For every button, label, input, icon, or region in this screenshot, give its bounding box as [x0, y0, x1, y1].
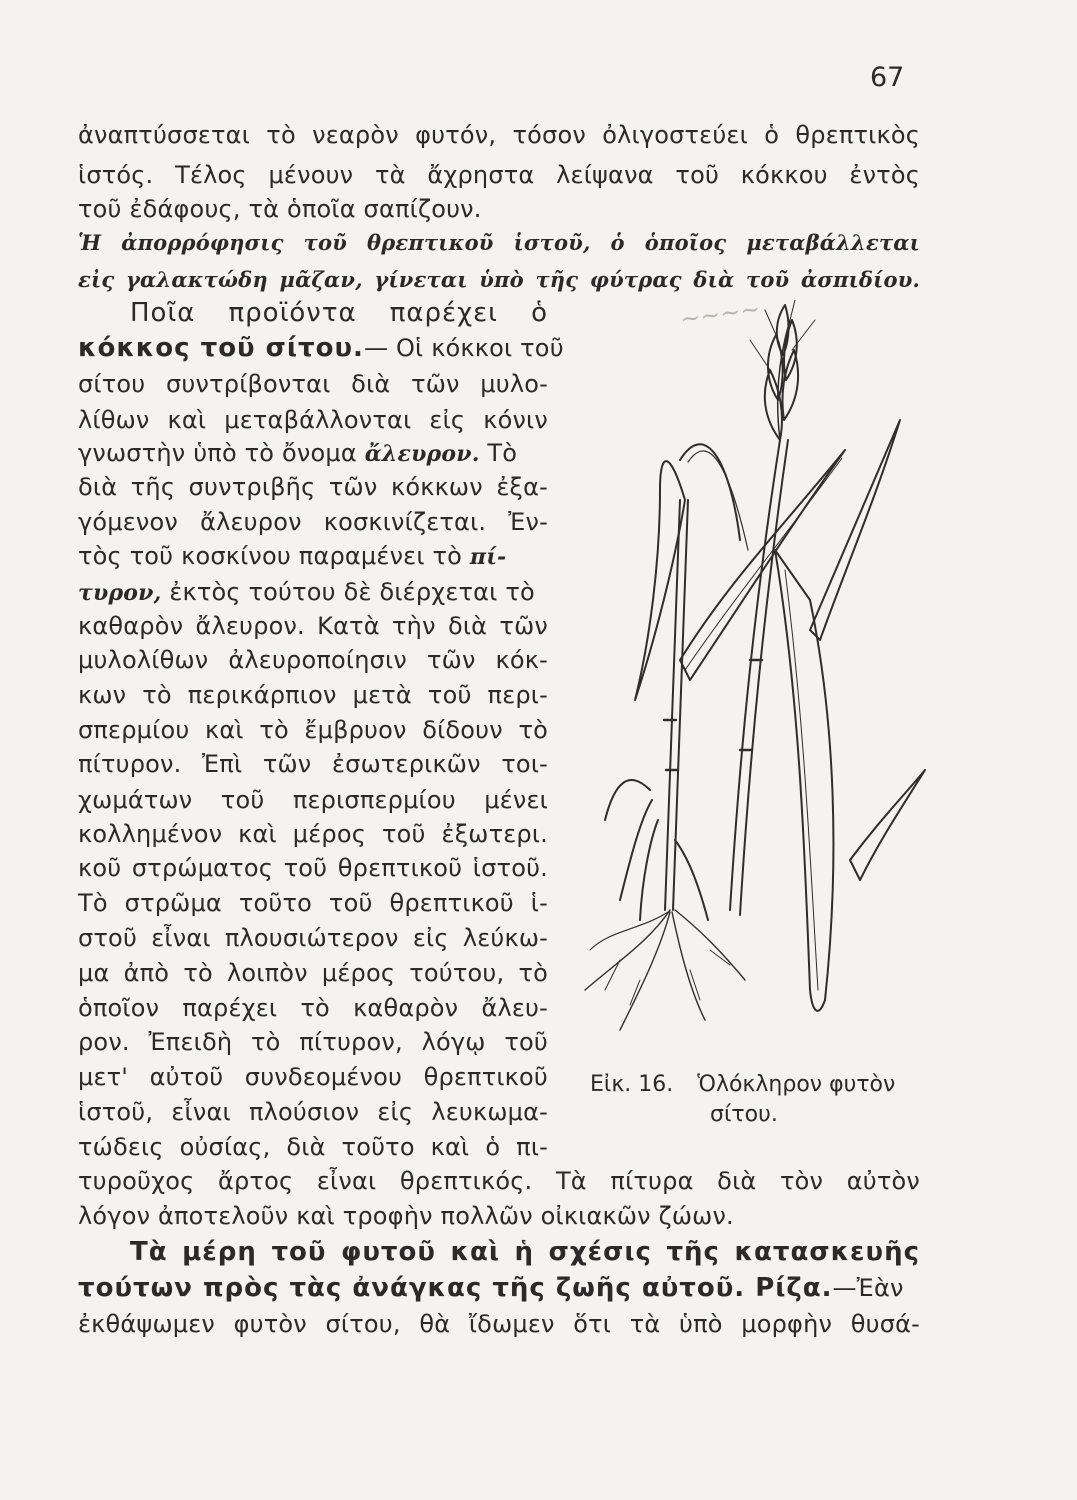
- text-line: ἐκθάψωμεν φυτὸν σίτου, θὰ ἴδωμεν ὅτι τὰ ὑπὸ μορφὴν θυσά-: [78, 1310, 920, 1338]
- text-line: γόμενον ἄλευρον κοσκινίζεται. Ἐν-: [78, 508, 548, 536]
- figure-label: Εἰκ. 16.: [590, 1072, 674, 1097]
- text-line: τυροῦχος ἄρτος εἶναι θρεπτικός. Τὰ πίτυρα διὰ τὸν αὐτὸν: [78, 1167, 920, 1195]
- term-emphasis: τυρον,: [78, 580, 162, 606]
- text-line: τοῦ ἐδάφους, τὰ ὁποῖα σαπίζουν.: [78, 195, 482, 223]
- text-line: πίτυρον. Ἐπὶ τῶν ἐσωτερικῶν τοι-: [78, 750, 548, 778]
- text-line: ρον. Ἐπειδὴ τὸ πίτυρον, λόγῳ τοῦ: [78, 1028, 548, 1056]
- text-line: ἀναπτύσσεται τὸ νεαρὸν φυτόν, τόσον ὀλιγοστεύει ὁ θρεπτικὸς: [78, 121, 920, 149]
- text-line: τώδεις οὐσίας, διὰ τοῦτο καὶ ὁ πι-: [78, 1133, 548, 1161]
- bleed-through-text: ~~~~: [678, 294, 762, 334]
- wheat-plant-illustration: [580, 300, 930, 1060]
- text-line: κων τὸ περικάρπιον μετὰ τοῦ περι-: [78, 681, 548, 709]
- term-emphasis: πί-: [469, 544, 507, 570]
- text-line: [78, 577, 548, 608]
- section-heading-line: [78, 333, 564, 363]
- section-heading: Ποῖα προϊόντα παρέχει ὁ: [130, 298, 548, 328]
- text-line: καθαρὸν ἄλευρον. Κατὰ τὴν διὰ τῶν: [78, 612, 548, 640]
- text-span: γνωστὴν ὑπὸ τὸ ὄνομα: [78, 439, 357, 467]
- text-line: Τὸ στρῶμα τοῦτο τοῦ θρεπτικοῦ ἱ-: [78, 889, 548, 917]
- text-line: ἱστοῦ, εἶναι πλούσιον εἰς λευκωμα-: [78, 1098, 548, 1126]
- text-line: [78, 541, 548, 572]
- figure-caption: [590, 1070, 895, 1100]
- text-line: χωμάτων τοῦ περισπερμίου μένει: [78, 786, 548, 814]
- text-line: μυλολίθων ἀλευροποίησιν τῶν κόκ-: [78, 646, 548, 674]
- term-emphasis: ἄλευρον.: [364, 441, 480, 467]
- figure-caption-line2: σίτου.: [710, 1102, 778, 1127]
- page-number: 67: [870, 62, 905, 93]
- text-line: λόγον ἀποτελοῦν καὶ τροφὴν πολλῶν οἰκιακῶν ζώων.: [78, 1202, 734, 1230]
- subsection-heading-line: [78, 1273, 920, 1303]
- section-heading-rest: — Οἱ κόκκοι τοῦ: [363, 334, 564, 362]
- italic-note-line: Ἡ ἀπορρόφησις τοῦ θρεπτικοῦ ἱστοῦ, ὁ ὁποῖος μεταβάλλεται: [78, 230, 920, 255]
- text-line: σίτου συντρίβονται διὰ τῶν μυλο-: [78, 370, 548, 398]
- subsection-heading: Τὰ μέρη τοῦ φυτοῦ καὶ ἡ σχέσις τῆς κατασκευῆς: [130, 1237, 920, 1267]
- text-line: ἱστός. Τέλος μένουν τὰ ἄχρηστα λείψανα τοῦ κόκκου ἐντὸς: [78, 161, 920, 189]
- text-line: σπερμίου καὶ τὸ ἔμβρυον δίδουν τὸ: [78, 716, 548, 744]
- text-line: λίθων καὶ μεταβάλλονται εἰς κόνιν: [78, 406, 548, 434]
- text-line: διὰ τῆς συντριβῆς τῶν κόκκων ἐξα-: [78, 473, 548, 501]
- text-line: μετ' αὐτοῦ συνδεομένου θρεπτικοῦ: [78, 1063, 548, 1091]
- italic-note-line: εἰς γαλακτώδη μᾶζαν, γίνεται ὑπὸ τῆς φύτρας διὰ τοῦ ἀσπιδίου.: [78, 267, 920, 292]
- text-span: —Ἐὰν: [832, 1274, 904, 1302]
- text-line: κοῦ στρώματος τοῦ θρεπτικοῦ ἱστοῦ.: [78, 854, 548, 882]
- text-line: μα ἀπὸ τὸ λοιπὸν μέρος τούτου, τὸ: [78, 959, 548, 987]
- text-span: τὸς τοῦ κοσκίνου παραμένει τὸ: [78, 542, 463, 570]
- section-heading-bold: κόκκος τοῦ σίτου.: [78, 333, 364, 363]
- text-line: [78, 438, 548, 469]
- text-span: ἐκτὸς τούτου δὲ διέρχεται τὸ: [169, 578, 535, 606]
- text-line: ὁποῖον παρέχει τὸ καθαρὸν ἄλευ-: [78, 994, 548, 1022]
- text-span: Τὸ: [487, 439, 518, 467]
- text-line: στοῦ εἶναι πλουσιώτερον εἰς λεύκω-: [78, 924, 548, 952]
- subsection-heading-bold: τούτων πρὸς τὰς ἀνάγκας τῆς ζωῆς αὐτοῦ. Ρίζα.: [78, 1273, 833, 1303]
- figure-caption-text: Ὁλόκληρον φυτὸν: [697, 1072, 896, 1097]
- text-line: κολλημένον καὶ μέρος τοῦ ἐξωτερι.: [78, 820, 548, 848]
